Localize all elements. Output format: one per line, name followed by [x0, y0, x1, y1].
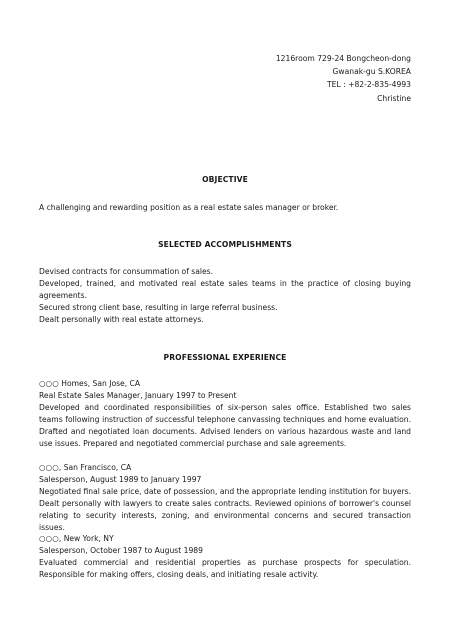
contact-block: [276, 52, 411, 105]
experience-heading: PROFESSIONAL EXPERIENCE: [163, 353, 287, 362]
job-description: Developed and coordinated responsibilities of six-person sales office. Established two sales teams following instruction of successful telephone canvassing techniques and home evaluation. Drafted and negotiated loan documents. Advised lenders on various hazardous waste and land use issues. Prepared and negotiated commercial purchase and sale agreements.: [39, 403, 411, 449]
accomplishments-heading: SELECTED ACCOMPLISHMENTS: [158, 240, 292, 249]
objective-text: A challenging and rewarding position as a real estate sales manager or broker.: [39, 203, 339, 212]
address-line-1: 1216room 729-24 Bongcheon-dong: [275, 54, 411, 63]
job-description: Evaluated commercial and residential properties as purchase prospects for speculation. Responsible for making offers, closing deals, and initiating resale activity.: [39, 558, 411, 580]
accomplishments-list: [39, 266, 411, 326]
accomplishment-item: Secured strong client base, resulting in large referral business.: [39, 303, 278, 313]
job-description: Negotiated final sale price, date of possession, and the appropriate lending institution for buyers. Dealt personally with lawyers to create sales contracts. Reviewed opinions of borrower's counsel relating to security interests, zoning, and environmental concerns and secured transaction issues.: [39, 487, 411, 533]
address-line-2: Gwanak-gu S.KOREA: [332, 67, 411, 77]
job-entry: [39, 533, 411, 581]
accomplishment-item: Dealt personally with real estate attorneys.: [39, 315, 204, 325]
phone-line: TEL : +82-2-835-4993: [327, 80, 411, 90]
job-title: Real Estate Sales Manager, January 1997 to Present: [39, 391, 237, 401]
job-company: ○○○, San Francisco, CA: [39, 463, 132, 472]
job-title: Salesperson, August 1989 to January 1997: [39, 475, 202, 485]
accomplishment-item: Developed, trained, and motivated real estate sales teams in the practice of closing buying agreements.: [39, 279, 411, 301]
job-company: ○○○, New York, NY: [39, 534, 114, 543]
job-title: Salesperson, October 1987 to August 1989: [39, 546, 203, 556]
job-company: ○○○ Homes, San Jose, CA: [39, 379, 141, 388]
applicant-name: Christine: [377, 93, 411, 103]
job-entry: [39, 462, 411, 535]
job-entry: [39, 378, 411, 451]
accomplishment-item: Devised contracts for consummation of sales.: [39, 267, 214, 276]
objective-heading: OBJECTIVE: [202, 175, 248, 184]
